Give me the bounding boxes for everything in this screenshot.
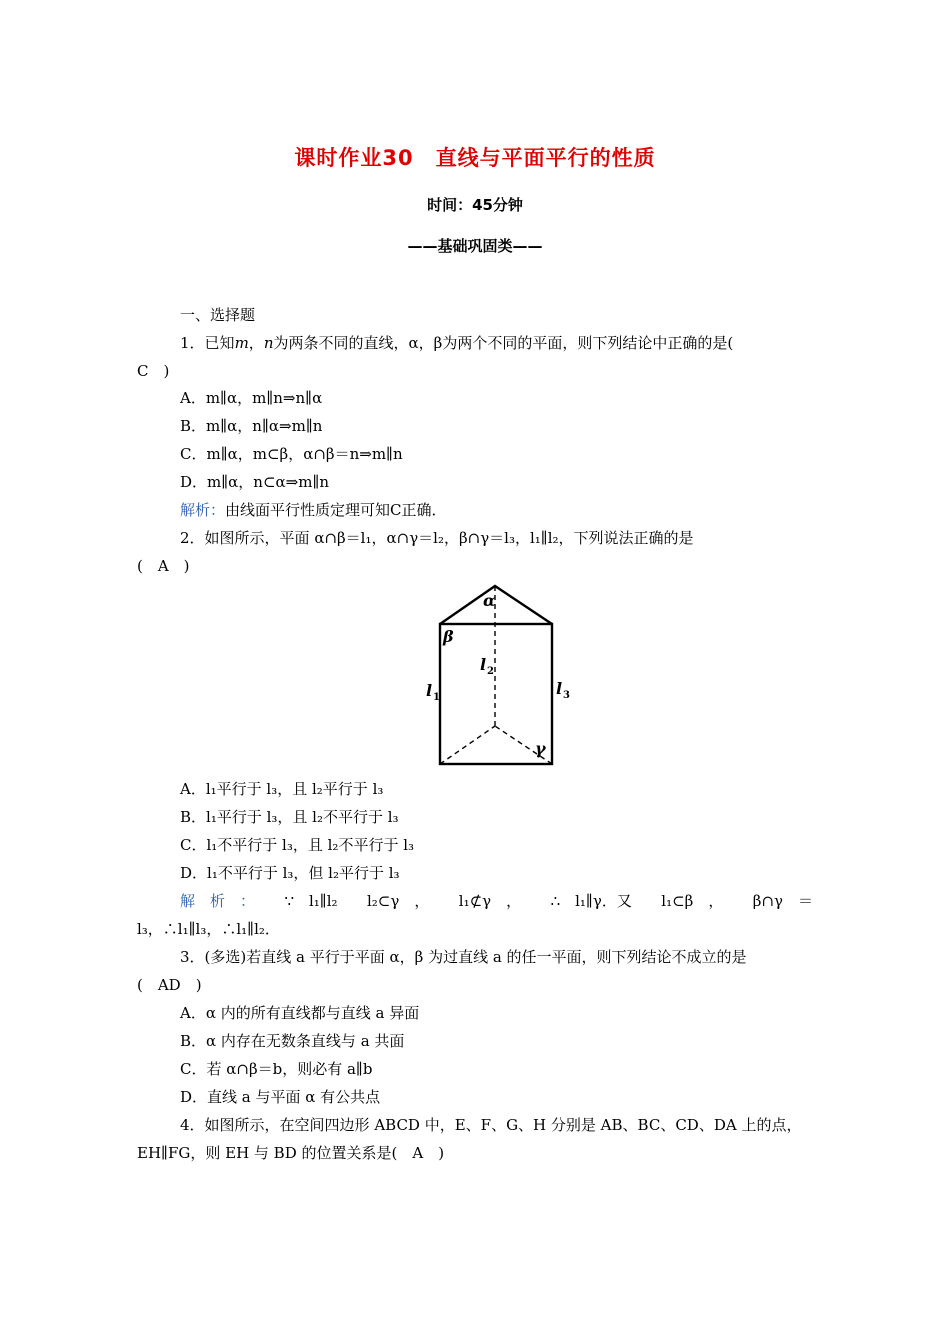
q2-analysis-part6: β∩γ ＝ xyxy=(752,892,813,910)
q3-option-c: C．若 α∩β＝b，则必有 a∥b xyxy=(180,1060,373,1078)
q1-n: n xyxy=(263,334,274,352)
prism-hidden-edge-left xyxy=(440,726,495,764)
q1-stem-b: 为两条不同的直线， xyxy=(273,334,409,352)
q4-stem-text: 如图所示，在空间四边形 ABCD 中，E、F、G、H 分别是 AB、BC、CD、DA 上的点， xyxy=(204,1116,802,1134)
q2-analysis-part3: l₁⊄γ ， xyxy=(458,892,522,910)
prism-top-edges xyxy=(440,586,552,624)
q3-answer: ( AD ) xyxy=(137,976,202,994)
q2-stem xyxy=(180,528,694,548)
q2-analysis-label: 解 析 ： xyxy=(180,892,256,910)
q3-number: 3． xyxy=(180,948,205,966)
q1-number: 1． xyxy=(180,334,205,352)
figure-label-l3: l xyxy=(556,679,563,698)
q1-comma1: ， xyxy=(248,334,264,352)
section-category: ——基础巩固类—— xyxy=(407,237,543,255)
q1-alpha: α xyxy=(408,334,419,352)
time-limit: 时间：45分钟 xyxy=(427,196,523,214)
figure-label-l3-sub: 3 xyxy=(563,690,570,701)
q4-stem xyxy=(180,1115,801,1135)
q1-option-a: A．m∥α，m∥n⇒n∥α xyxy=(180,389,323,407)
q2-stem-text: 如图所示，平面 α∩β＝l₁，α∩γ＝l₂，β∩γ＝l₃，l₁∥l₂，下列说法正确的是 xyxy=(204,529,694,547)
figure-label-l2: l xyxy=(480,655,487,674)
section-label: 一、选择题 xyxy=(180,306,256,324)
q1-stem-c: 为两个不同的平面，则下列结论中正确的是( xyxy=(442,334,734,352)
figure-label-alpha: α xyxy=(483,591,496,610)
figure-label-beta: β xyxy=(443,627,454,646)
q1-comma2: ， xyxy=(418,334,434,352)
q1-option-b: B．m∥α，n∥α⇒m∥n xyxy=(180,417,323,435)
q2-option-d: D．l₁不平行于 l₃，但 l₂平行于 l₃ xyxy=(180,864,400,882)
q2-analysis-line1 xyxy=(137,891,813,911)
q1-option-d: D．m∥α，n⊂α⇒m∥n xyxy=(180,473,330,491)
q2-number: 2． xyxy=(180,529,205,547)
q1-beta: β xyxy=(433,334,443,352)
q2-analysis-part4: ∴ l₁∥γ．又 xyxy=(550,892,632,910)
q2-analysis-label-wrap xyxy=(137,891,255,911)
figure-label-l1-sub: 1 xyxy=(433,692,440,703)
q1-answer: C ) xyxy=(137,362,170,380)
q2-analysis-part1: ∵ l₁∥l₂ xyxy=(284,892,338,910)
figure-label-l2-sub: 2 xyxy=(487,666,494,677)
q4-stem-line2: EH∥FG，则 EH 与 BD 的位置关系是( A ) xyxy=(137,1144,445,1162)
figure-label-gamma: γ xyxy=(535,739,546,758)
q1-analysis xyxy=(180,500,447,520)
q2-analysis-part5: l₁⊂β ， xyxy=(661,892,724,910)
q1-stem-a: 已知 xyxy=(204,334,235,352)
q1-analysis-text: 由线面平行性质定理可知C正确． xyxy=(225,501,447,519)
q2-option-c: C．l₁不平行于 l₃，且 l₂不平行于 l₃ xyxy=(180,836,415,854)
q3-option-b: B．α 内存在无数条直线与 a 共面 xyxy=(180,1032,405,1050)
prism-figure xyxy=(415,582,575,770)
q1-stem xyxy=(180,333,733,353)
q3-option-d: D．直线 a 与平面 α 有公共点 xyxy=(180,1088,381,1106)
q3-stem-text: (多选)若直线 a 平行于平面 α，β 为过直线 a 的任一平面，则下列结论不成立的是 xyxy=(204,948,747,966)
q1-option-c: C．m∥α，m⊂β，α∩β＝n⇒m∥n xyxy=(180,445,403,463)
q1-m: m xyxy=(234,334,249,352)
q2-analysis-line2: l₃，∴l₁∥l₃，∴l₁∥l₂． xyxy=(137,920,280,938)
page-title: 课时作业30 直线与平面平行的性质 xyxy=(294,146,656,170)
q2-analysis-part2: l₂⊂γ ， xyxy=(366,892,430,910)
q2-option-b: B．l₁平行于 l₃，且 l₂不平行于 l₃ xyxy=(180,808,399,826)
q4-number: 4． xyxy=(180,1116,205,1134)
q1-analysis-label: 解析： xyxy=(180,501,226,519)
q3-stem xyxy=(180,947,747,967)
q3-option-a: A．α 内的所有直线都与直线 a 异面 xyxy=(180,1004,420,1022)
q2-answer: ( A ) xyxy=(137,557,190,575)
q2-option-a: A．l₁平行于 l₃，且 l₂平行于 l₃ xyxy=(180,780,384,798)
figure-label-l1: l xyxy=(426,681,433,700)
